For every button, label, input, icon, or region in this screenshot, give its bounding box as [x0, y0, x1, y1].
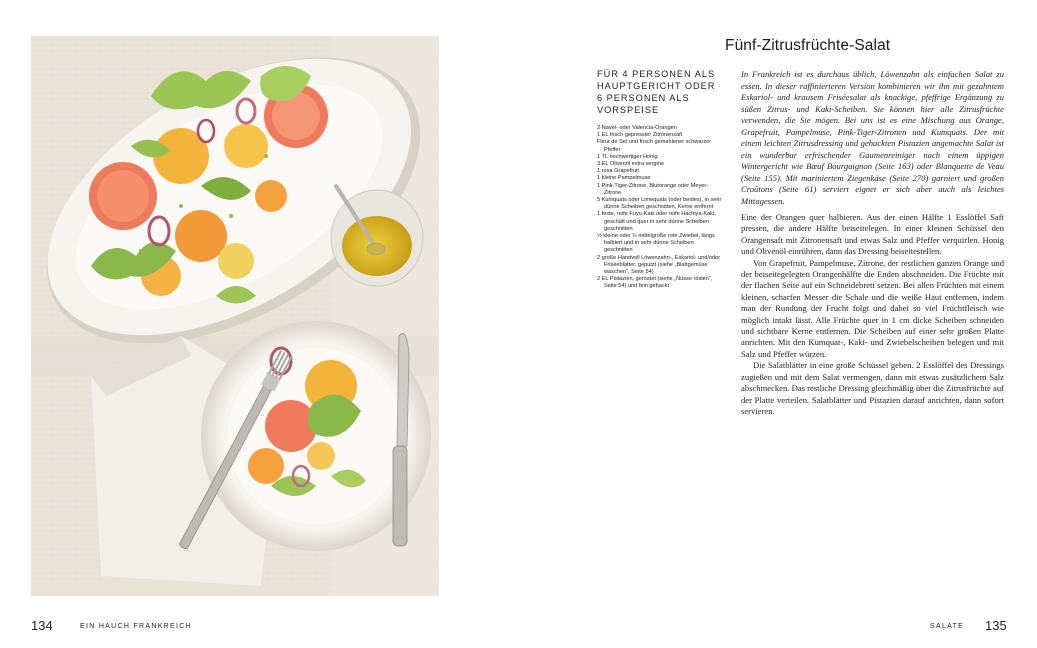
ingredient-item: 1 kleine Pampelmuse — [597, 175, 651, 182]
ingredient-item: 3 EL Olivenöl extra vergine — [597, 161, 664, 168]
recipe-title: Fünf-Zitrusfrüchte-Salat — [725, 37, 891, 54]
left-running-head: EIN HAUCH FRANKREICH — [80, 623, 192, 630]
method-paragraph: Die Salatblätter in eine große Schüssel geben. 2 Esslöffel des Dressings zugießen und mit dem Salat vermengen, dann mit etwas zusätzlichem Salz abschmecken. Das restliche Dressing gleichmäßig über die Zitrusfrüchte auf der Platte verteilen. Salatblätter und Pistazien darauf anrichten, dann sofort servieren. — [741, 360, 1004, 416]
ingredient-item: 2 Navel- oder Valencia-Orangen — [597, 125, 677, 131]
salad-photo — [31, 36, 439, 596]
servings-note: FÜR 4 PERSONEN ALS HAUPTGERICHT ODER 6 PERSONEN ALS VORSPEISE — [597, 69, 716, 115]
recipe-method — [741, 212, 1004, 417]
ingredient-item: 1 rosa Grapefruit — [597, 168, 639, 175]
left-page-number: 134 — [31, 618, 53, 633]
ingredient-item: 2 EL Pistazien, geröstet (siehe „Nüsse rösten", Seite 54) und fein gehackt — [597, 276, 713, 290]
ingredient-item: 2 große Handvoll Löwenzahn-, Eskariol- und/oder Friséeblätter, geputzt (siehe „Blattgemüse waschen", Seite 54) — [597, 254, 721, 276]
method-paragraph: Eine der Orangen quer halbieren. Aus der einen Hälfte 1 Esslöffel Saft pressen, die andere Hälfte beiseitelegen. In einer kleinen Schüssel den Orangensaft mit Zitronensaft und etwas Salz und Pfeffer verquirlen. Honig und Olivenöl einrühren, dann das Dressing beiseitestellen. — [741, 212, 1004, 257]
ingredient-item: ½ kleine oder ¼ mittelgroße rote Zwiebel, längs halbiert und in sehr dünne Scheiben geschnitten — [597, 233, 715, 254]
ingredient-item: 5 Kumquats oder Limequats (oder beides), in sehr dünne Scheiben geschnitten, Kerne entfernt — [597, 197, 722, 211]
ingredient-item: 1 Pink-Tiger-Zitrone, Blutorange oder Meyer-Zitrone — [597, 182, 709, 196]
right-page-number: 135 — [985, 618, 1007, 633]
ingredient-item: 1 EL frisch gepresster Zitronensaft — [597, 132, 683, 139]
ingredient-item: 1 TL hochwertiger Honig — [597, 153, 658, 160]
ingredient-item: 1 feste, reife Fuyu-Kaki oder reife Hachiya-Kaki, geschält und quer in sehr dünne Scheiben geschnitten — [597, 211, 716, 232]
ingredients-list — [597, 125, 723, 291]
method-paragraph: Von Grapefruit, Pampelmuse, Zitrone, der restlichen ganzen Orange und der beiseitegelegten Orangenhälfte die Enden abschneiden. Die Früchte mit der flachen Seite auf ein Schneidebrett setzen. Bei allen Früchten mit einem kleinen, scharfen Messer die Schale und die weiße Haut entfernen, indem man der Rundung der Frucht folgt und dabei so viel Fruchtfleisch wie möglich intakt lässt. Alle Früchte quer in 1 cm dicke Scheiben schneiden und sichtbare Kerne entfernen. Die Scheiben auf einer sehr großen Platte anrichten. Mit den Kumquat-, Kaki- und Zwiebelscheiben belegen und mit Salz und Pfeffer würzen. — [741, 257, 1004, 359]
right-running-head: SALATE — [930, 623, 965, 630]
recipe-intro: In Frankreich ist es durchaus üblich, Löwenzahn als einfachen Salat zu essen. In dieser raffinierteren Version kombinieren wir ihn mit gezahntem Eskariol- und krausem Friséesalat als knackige, pfeffrige Ergänzung zu süßen Zitrus- und Kaki-Scheiben. Sie können hier alle Zitrusfrüchte verwenden, die Sie mögen. Bei uns ist es eine Mischung aus Orange, Grapefruit, Pampelmuse, Pink-Tiger-Zitronen und Kumquats. Der mit einem leichten Zitrusdressing und gehackten Pistazien angemachte Salat ist ein wunderbar erfrischender Gaumenreiniger nach einem üppigen Wintergericht wie Bœuf Bourguignon (Seite 163) oder Blanquette de Veau (Seite 155). Mit mariniertem Ziegenkäse (Seite 270) garniert und großen Croûtons (Seite 61) serviert eignet er sich aber auch als leichtes Mittagessen. — [741, 69, 1004, 206]
ingredient-item: Fleur de Sel und frisch gemahlener schwarzer Pfeffer — [597, 139, 712, 153]
